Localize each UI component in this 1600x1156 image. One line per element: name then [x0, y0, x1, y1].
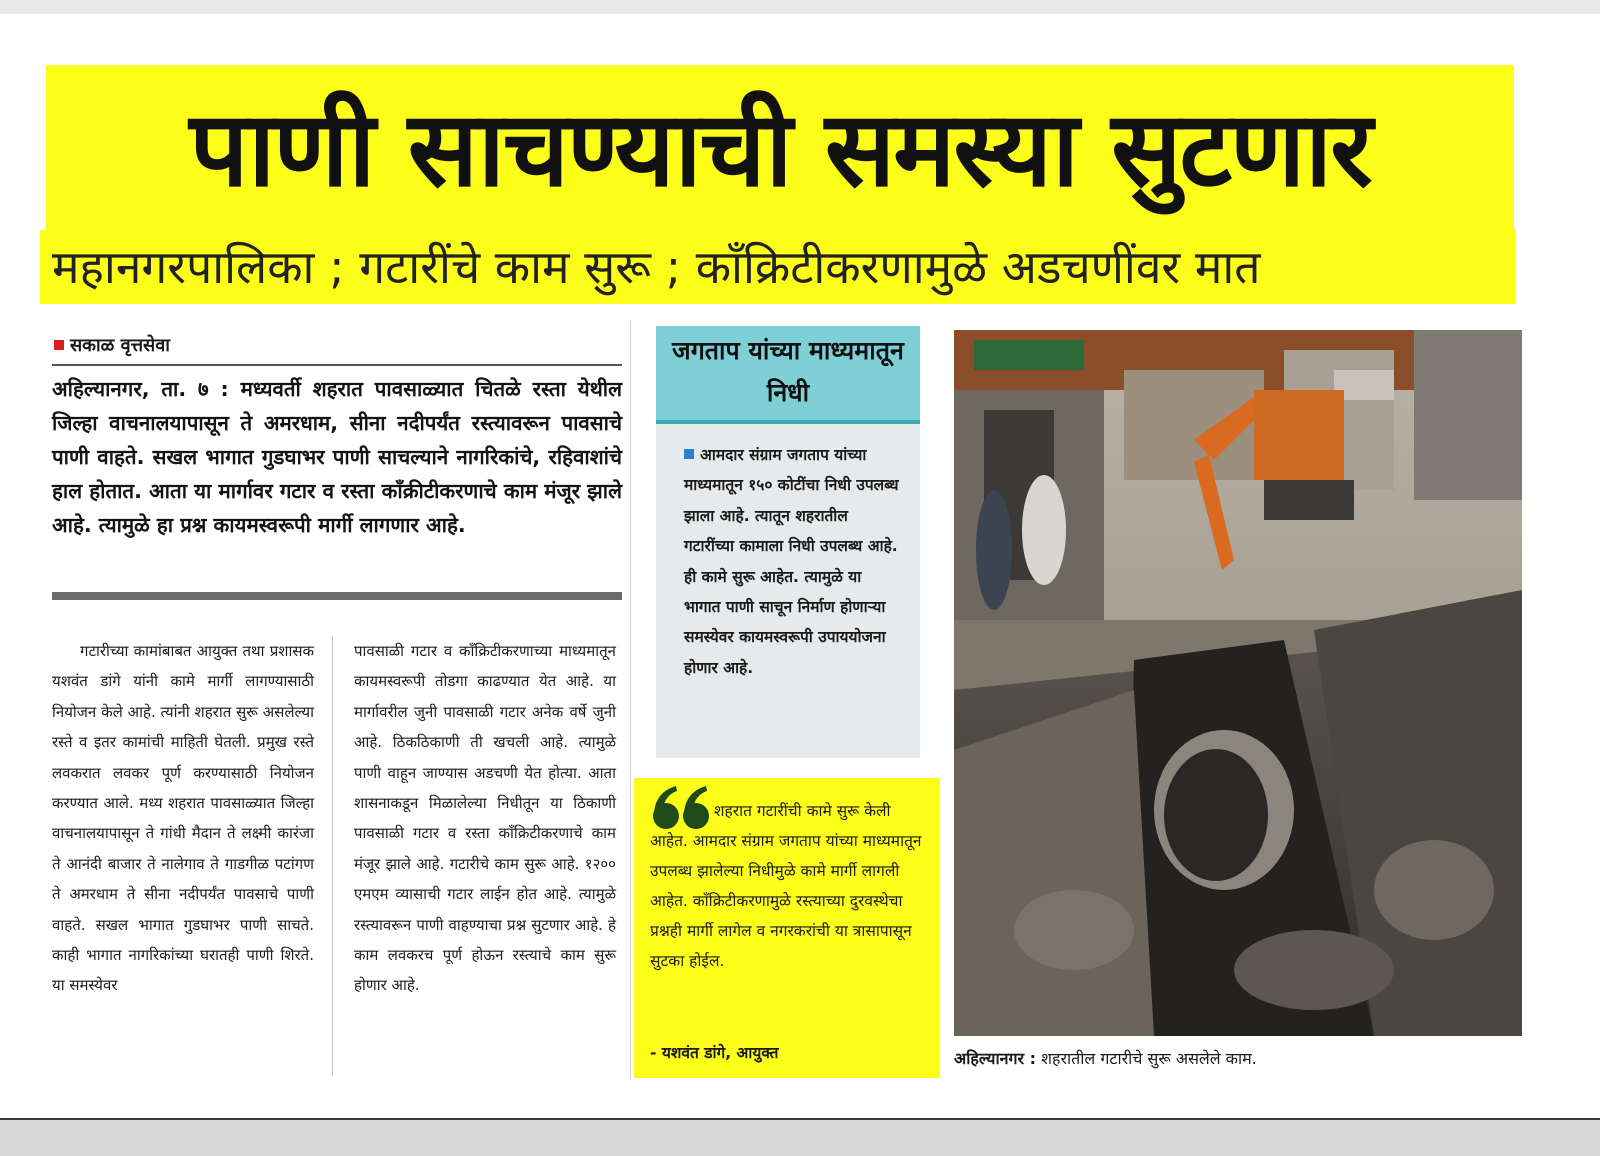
- lead-rule: [52, 592, 622, 600]
- sidebar-marker-icon: [684, 449, 694, 459]
- scan-top-margin: [0, 0, 1600, 14]
- drainage-work-photo: [954, 330, 1522, 1036]
- column-divider: [630, 320, 631, 1080]
- byline-marker-icon: [54, 340, 64, 350]
- column-divider: [332, 636, 333, 1076]
- caption-text: शहरातील गटारीचे सुरू असलेले काम.: [1041, 1049, 1257, 1068]
- quote-text: [650, 796, 922, 1028]
- byline: [54, 334, 170, 358]
- lead-paragraph: अहिल्यानगर, ता. ७ : मध्यवर्ती शहरात पावसाळ्यात चितळे रस्ता येथील जिल्हा वाचनालयापासून ते अमरधाम, सीना नदीपर्यंत रस्त्यावरून पावसाचे पाणी वाहते. सखल भागात गुडघाभर पाणी साचल्याने नागरिकांचे, रहिवाशांचे हाल होतात. आता या मार्गावर गटार व रस्ता काँक्रीटीकरणाचे काम मंजूर झाले आहे. त्यामुळे हा प्रश्न कायमस्वरूपी मार्गी लागणार आहे.: [52, 377, 622, 537]
- caption-place: अहिल्यानगर :: [954, 1049, 1037, 1068]
- scan-bottom-margin: [0, 1120, 1600, 1156]
- quote-body: शहरात गटारींची कामे सुरू केली आहेत. आमदार संग्राम जगताप यांच्या माध्यमातून उपलब्ध झालेल्या निधीमुळे कामे मार्गी लागली आहेत. काँक्रिटीकरणामुळे रस्त्याच्या दुरवस्थेचा प्रश्नही मार्गी लागेल व नगरकरांची या त्रासापासून सुटका होईल.: [650, 802, 922, 970]
- sidebar-title-rule: [656, 420, 920, 424]
- body-column-2: पावसाळी गटार व काँक्रिटीकरणाच्या माध्यमातून कायमस्वरूपी तोडगा काढण्यात येत आहे. या मार्गावरील जुनी पावसाळी गटार अनेक वर्षे जुनी आहे. ठिकठिकाणी ती खचली आहे. त्यामुळे पाणी वाहून जाण्यास अडचणी येत होत्या. आता शासनाकडून मिळालेल्या निधीतून या ठिकाणी पावसाळी गटार व रस्ता काँक्रिटीकरणाचे काम मंजूर झाले आहे. गटारीचे काम सुरू आहे. १२०० एमएम व्यासाची गटार लाईन होत आहे. त्यामुळे रस्त्यावरून पाणी वाहण्याचा प्रश्न सुटणार आहे. हे काम लवकरच पूर्ण होऊन रस्त्याचे काम सुरू होणार आहे.: [354, 642, 616, 995]
- byline-rule: [52, 364, 622, 366]
- headline: पाणी साचण्याची समस्या सुटणार: [189, 88, 1371, 210]
- quote-indent: [650, 815, 714, 816]
- sidebar-body: आमदार संग्राम जगताप यांच्या माध्यमातून १५० कोटींचा निधी उपलब्ध झाला आहे. त्यातून शहरातील गटारींच्या कामाला निधी उपलब्ध आहे. ही कामे सुरू आहेत. त्यामुळे या भागात पाणी साचून निर्माण होणाऱ्या समस्येवर कायमस्वरूपी उपाययोजना होणार आहे.: [684, 446, 899, 677]
- body-column-1: गटारीच्या कामांबाबत आयुक्त तथा प्रशासक यशवंत डांगे यांनी कामे मार्गी लागण्यासाठी नियोजन केले आहे. त्यांनी शहरात सुरू असलेल्या रस्ते व इतर कामांची माहिती घेतली. प्रमुख रस्ते लवकरात लवकर पूर्ण करण्यासाठी नियोजन करण्यात आले. मध्य शहरात पावसाळ्यात जिल्हा वाचनालयापासून ते गांधी मैदान ते लक्ष्मी कारंजा ते आनंदी बाजार ते नालेगाव ते गाडगीळ पटांगण ते अमरधाम ते सीना नदीपर्यंत पावसाचे पाणी वाहते. सखल भागात गुडघाभर पाणी साचते. काही भागात नागरिकांच्या घरातही पाणी शिरते. या समस्येवर: [52, 642, 314, 995]
- byline-text: सकाळ वृत्तसेवा: [70, 335, 170, 356]
- sidebar-title: जगताप यांच्या माध्यमातून निधी: [672, 336, 904, 407]
- photo-caption: [954, 1044, 1522, 1074]
- quote-attribution: - यशवंत डांगे, आयुक्त: [650, 1044, 779, 1062]
- sidebar-text: [684, 440, 902, 746]
- subheadline: महानगरपालिका ; गटारींचे काम सुरू ; काँक्रिटीकरणामुळे अडचणींवर मात: [52, 240, 1261, 294]
